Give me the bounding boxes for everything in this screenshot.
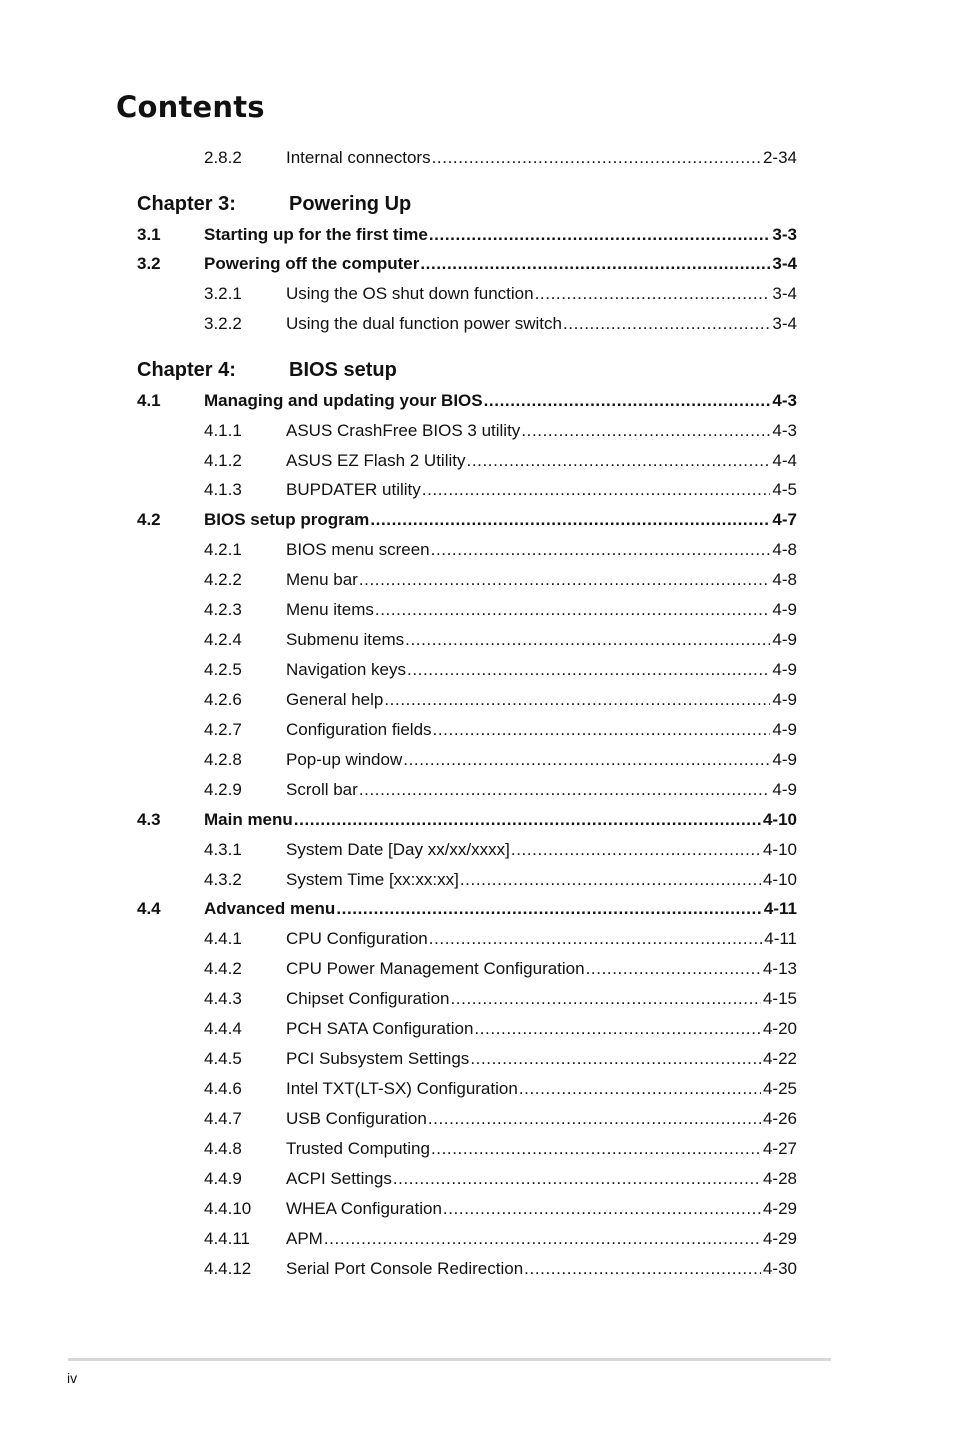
entry-number: 4.4.6 — [204, 1079, 242, 1098]
toc-subsection-entry[interactable] — [0, 479, 954, 501]
entry-page: 3-3 — [772, 225, 797, 244]
entry-leader — [286, 450, 797, 472]
chapter-title: BIOS setup — [289, 359, 397, 381]
entry-title: Internal connectors — [286, 148, 431, 167]
dot-leader — [429, 224, 771, 246]
entry-leader — [286, 1048, 797, 1070]
chapter-title: Powering Up — [289, 193, 412, 215]
entry-leader — [286, 689, 797, 711]
entry-number: 3.2 — [137, 254, 161, 273]
dot-leader — [586, 958, 761, 980]
dot-leader — [294, 809, 761, 831]
dot-leader — [484, 390, 771, 412]
entry-number: 4.2 — [137, 510, 161, 529]
entry-page: 4-11 — [763, 899, 797, 918]
toc-subsection-entry[interactable] — [0, 988, 954, 1010]
entry-number: 3.2.1 — [204, 284, 242, 303]
entry-number: 4.4.3 — [204, 989, 242, 1008]
toc-subsection-entry[interactable] — [0, 569, 954, 591]
dot-leader — [336, 898, 762, 920]
entry-leader — [286, 1108, 797, 1130]
toc-subsection-entry[interactable] — [0, 1108, 954, 1130]
entry-title: Starting up for the first time — [204, 225, 428, 244]
toc-subsection-entry[interactable] — [0, 779, 954, 801]
dot-leader — [359, 779, 771, 801]
entry-page: 4-8 — [772, 540, 797, 559]
toc-subsection-entry[interactable] — [0, 1198, 954, 1220]
entry-title: Scroll bar — [286, 780, 358, 799]
entry-leader — [286, 539, 797, 561]
entry-title: BIOS menu screen — [286, 540, 430, 559]
toc-subsection-entry[interactable] — [0, 1168, 954, 1190]
dot-leader — [521, 420, 770, 442]
entry-leader — [286, 1198, 797, 1220]
entry-title: System Date [Day xx/xx/xxxx] — [286, 840, 510, 859]
toc-subsection-entry[interactable] — [0, 1258, 954, 1280]
entry-leader — [286, 839, 797, 861]
entry-title: Managing and updating your BIOS — [204, 391, 483, 410]
entry-title: Menu items — [286, 600, 374, 619]
dot-leader — [535, 283, 771, 305]
entry-leader — [286, 420, 797, 442]
dot-leader — [511, 839, 761, 861]
dot-leader — [563, 313, 770, 335]
toc-subsection-entry[interactable] — [0, 1138, 954, 1160]
entry-page: 4-15 — [762, 989, 797, 1008]
entry-page: 4-30 — [762, 1259, 797, 1278]
toc-subsection-entry[interactable] — [0, 1018, 954, 1040]
entry-page: 4-10 — [762, 810, 797, 829]
entry-title: Intel TXT(LT-SX) Configuration — [286, 1079, 518, 1098]
entry-leader — [286, 147, 797, 169]
page-title: Contents — [116, 90, 265, 124]
dot-leader — [431, 1138, 761, 1160]
entry-page: 3-4 — [772, 314, 797, 333]
entry-leader — [286, 1258, 797, 1280]
entry-number: 4.4.9 — [204, 1169, 242, 1188]
entry-title: Pop-up window — [286, 750, 403, 769]
entry-leader — [286, 749, 797, 771]
toc-subsection-entry[interactable] — [0, 749, 954, 771]
entry-title: ASUS EZ Flash 2 Utility — [286, 451, 466, 470]
dot-leader — [428, 1108, 761, 1130]
entry-number: 2.8.2 — [204, 148, 242, 167]
entry-title: USB Configuration — [286, 1109, 427, 1128]
toc-subsection-entry[interactable] — [0, 689, 954, 711]
entry-number: 4.3.2 — [204, 870, 242, 889]
entry-page: 4-10 — [762, 840, 797, 859]
entry-page: 4-10 — [762, 870, 797, 889]
entry-title: CPU Configuration — [286, 929, 428, 948]
entry-page: 4-3 — [772, 391, 797, 410]
entry-number: 3.1 — [137, 225, 161, 244]
entry-title: Configuration fields — [286, 720, 432, 739]
entry-page: 4-28 — [762, 1169, 797, 1188]
entry-number: 4.2.2 — [204, 570, 242, 589]
toc-subsection-entry[interactable] — [0, 283, 954, 305]
entry-leader — [286, 928, 797, 950]
entry-title: BUPDATER utility — [286, 480, 421, 499]
entry-leader — [286, 1228, 797, 1250]
entry-leader — [286, 569, 797, 591]
entry-number: 4.2.8 — [204, 750, 242, 769]
entry-number: 4.2.5 — [204, 660, 242, 679]
entry-leader — [204, 224, 797, 246]
entry-page: 4-29 — [762, 1199, 797, 1218]
entry-page: 4-22 — [762, 1049, 797, 1068]
entry-title: Chipset Configuration — [286, 989, 450, 1008]
entry-title: Using the dual function power switch — [286, 314, 562, 333]
entry-page: 4-9 — [772, 690, 797, 709]
entry-number: 4.4.2 — [204, 959, 242, 978]
entry-title: WHEA Configuration — [286, 1199, 442, 1218]
dot-leader — [405, 629, 770, 651]
entry-title: Using the OS shut down function — [286, 284, 534, 303]
entry-leader — [204, 253, 797, 275]
dot-leader — [422, 479, 771, 501]
toc-section-entry[interactable] — [0, 898, 954, 920]
toc-subsection-entry[interactable] — [0, 1228, 954, 1250]
entry-page: 4-8 — [772, 570, 797, 589]
entry-leader — [286, 988, 797, 1010]
entry-leader — [204, 809, 797, 831]
entry-number: 4.4.10 — [204, 1199, 252, 1218]
toc-subsection-entry[interactable] — [0, 420, 954, 442]
entry-number: 4.1.2 — [204, 451, 242, 470]
entry-page: 4-9 — [772, 600, 797, 619]
entry-title: System Time [xx:xx:xx] — [286, 870, 459, 889]
entry-leader — [286, 479, 797, 501]
entry-number: 4.3.1 — [204, 840, 242, 859]
entry-leader — [286, 1018, 797, 1040]
dot-leader — [359, 569, 771, 591]
toc-section-entry[interactable] — [0, 253, 954, 275]
entry-page: 4-9 — [772, 720, 797, 739]
toc-section-entry[interactable] — [0, 224, 954, 246]
entry-title: Advanced menu — [204, 899, 336, 918]
entry-title: CPU Power Management Configuration — [286, 959, 585, 978]
entry-number: 4.1.1 — [204, 421, 242, 440]
dot-leader — [324, 1228, 761, 1250]
entry-title: ACPI Settings — [286, 1169, 392, 1188]
toc-subsection-entry[interactable] — [0, 147, 954, 169]
dot-leader — [420, 253, 770, 275]
entry-page: 4-7 — [772, 510, 797, 529]
toc-subsection-entry[interactable] — [0, 599, 954, 621]
entry-leader — [286, 779, 797, 801]
entry-leader — [286, 629, 797, 651]
entry-page: 4-25 — [762, 1079, 797, 1098]
entry-page: 4-3 — [772, 421, 797, 440]
entry-number: 4.2.4 — [204, 630, 242, 649]
entry-number: 4.2.9 — [204, 780, 242, 799]
dot-leader — [433, 719, 771, 741]
entry-leader — [286, 1078, 797, 1100]
dot-leader — [474, 1018, 761, 1040]
entry-leader — [286, 1138, 797, 1160]
entry-leader — [286, 659, 797, 681]
toc-subsection-entry[interactable] — [0, 869, 954, 891]
toc-subsection-entry[interactable] — [0, 839, 954, 861]
entry-page: 4-9 — [772, 780, 797, 799]
toc-subsection-entry[interactable] — [0, 719, 954, 741]
chapter-label: Chapter 3: — [137, 193, 236, 215]
dot-leader — [393, 1168, 761, 1190]
entry-title: Navigation keys — [286, 660, 407, 679]
entry-leader — [204, 509, 797, 531]
toc-subsection-entry[interactable] — [0, 450, 954, 472]
entry-number: 4.2.1 — [204, 540, 242, 559]
entry-title: Serial Port Console Redirection — [286, 1259, 524, 1278]
entry-page: 2-34 — [762, 148, 797, 167]
entry-number: 4.4.4 — [204, 1019, 242, 1038]
entry-page: 4-20 — [762, 1019, 797, 1038]
entry-number: 4.4.7 — [204, 1109, 242, 1128]
toc-subsection-entry[interactable] — [0, 958, 954, 980]
dot-leader — [403, 749, 770, 771]
toc-subsection-entry[interactable] — [0, 928, 954, 950]
entry-title: Submenu items — [286, 630, 405, 649]
dot-leader — [519, 1078, 761, 1100]
dot-leader — [370, 509, 770, 531]
entry-leader — [286, 313, 797, 335]
entry-title: APM — [286, 1229, 323, 1248]
dot-leader — [384, 689, 770, 711]
entry-number: 4.3 — [137, 810, 161, 829]
entry-leader — [204, 390, 797, 412]
entry-page: 4-9 — [772, 630, 797, 649]
entry-leader — [286, 958, 797, 980]
dot-leader — [467, 450, 771, 472]
footer-divider — [68, 1358, 831, 1361]
entry-page: 4-4 — [772, 451, 797, 470]
entry-page: 4-5 — [772, 480, 797, 499]
entry-page: 4-9 — [772, 750, 797, 769]
toc-subsection-entry[interactable] — [0, 313, 954, 335]
entry-number: 4.2.3 — [204, 600, 242, 619]
entry-leader — [286, 869, 797, 891]
entry-leader — [286, 283, 797, 305]
toc-section-entry[interactable] — [0, 509, 954, 531]
entry-page: 4-27 — [762, 1139, 797, 1158]
entry-page: 4-13 — [762, 959, 797, 978]
dot-leader — [470, 1048, 761, 1070]
entry-page: 4-29 — [762, 1229, 797, 1248]
entry-title: PCI Subsystem Settings — [286, 1049, 470, 1068]
toc-subsection-entry[interactable] — [0, 1048, 954, 1070]
page-number: iv — [67, 1370, 78, 1386]
entry-number: 4.4.5 — [204, 1049, 242, 1068]
entry-number: 4.4.11 — [204, 1229, 251, 1248]
entry-title: Trusted Computing — [286, 1139, 430, 1158]
entry-number: 3.2.2 — [204, 314, 242, 333]
toc-subsection-entry[interactable] — [0, 539, 954, 561]
toc-section-entry[interactable] — [0, 809, 954, 831]
entry-title: General help — [286, 690, 384, 709]
entry-page: 4-26 — [762, 1109, 797, 1128]
entry-title: BIOS setup program — [204, 510, 370, 529]
dot-leader — [460, 869, 761, 891]
toc-subsection-entry[interactable] — [0, 659, 954, 681]
entry-page: 4-9 — [772, 660, 797, 679]
entry-page: 3-4 — [772, 284, 797, 303]
entry-number: 4.1 — [137, 391, 161, 410]
dot-leader — [429, 928, 762, 950]
dot-leader — [524, 1258, 761, 1280]
entry-leader — [286, 719, 797, 741]
entry-title: Main menu — [204, 810, 293, 829]
chapter-label: Chapter 4: — [137, 359, 236, 381]
entry-number: 4.4 — [137, 899, 161, 918]
entry-number: 4.2.7 — [204, 720, 242, 739]
entry-title: Menu bar — [286, 570, 358, 589]
entry-page: 3-4 — [772, 254, 797, 273]
dot-leader — [375, 599, 771, 621]
entry-number: 4.4.8 — [204, 1139, 242, 1158]
entry-title: ASUS CrashFree BIOS 3 utility — [286, 421, 521, 440]
entry-page: 4-11 — [764, 929, 797, 948]
entry-number: 4.1.3 — [204, 480, 242, 499]
dot-leader — [431, 539, 771, 561]
toc-subsection-entry[interactable] — [0, 629, 954, 651]
entry-number: 4.2.6 — [204, 690, 242, 709]
toc-subsection-entry[interactable] — [0, 1078, 954, 1100]
entry-title: PCH SATA Configuration — [286, 1019, 474, 1038]
entry-leader — [286, 599, 797, 621]
toc-section-entry[interactable] — [0, 390, 954, 412]
entry-number: 4.4.1 — [204, 929, 242, 948]
entry-leader — [286, 1168, 797, 1190]
entry-leader — [204, 898, 797, 920]
dot-leader — [432, 147, 761, 169]
entry-number: 4.4.12 — [204, 1259, 252, 1278]
dot-leader — [450, 988, 760, 1010]
entry-title: Powering off the computer — [204, 254, 420, 273]
dot-leader — [407, 659, 770, 681]
dot-leader — [443, 1198, 761, 1220]
